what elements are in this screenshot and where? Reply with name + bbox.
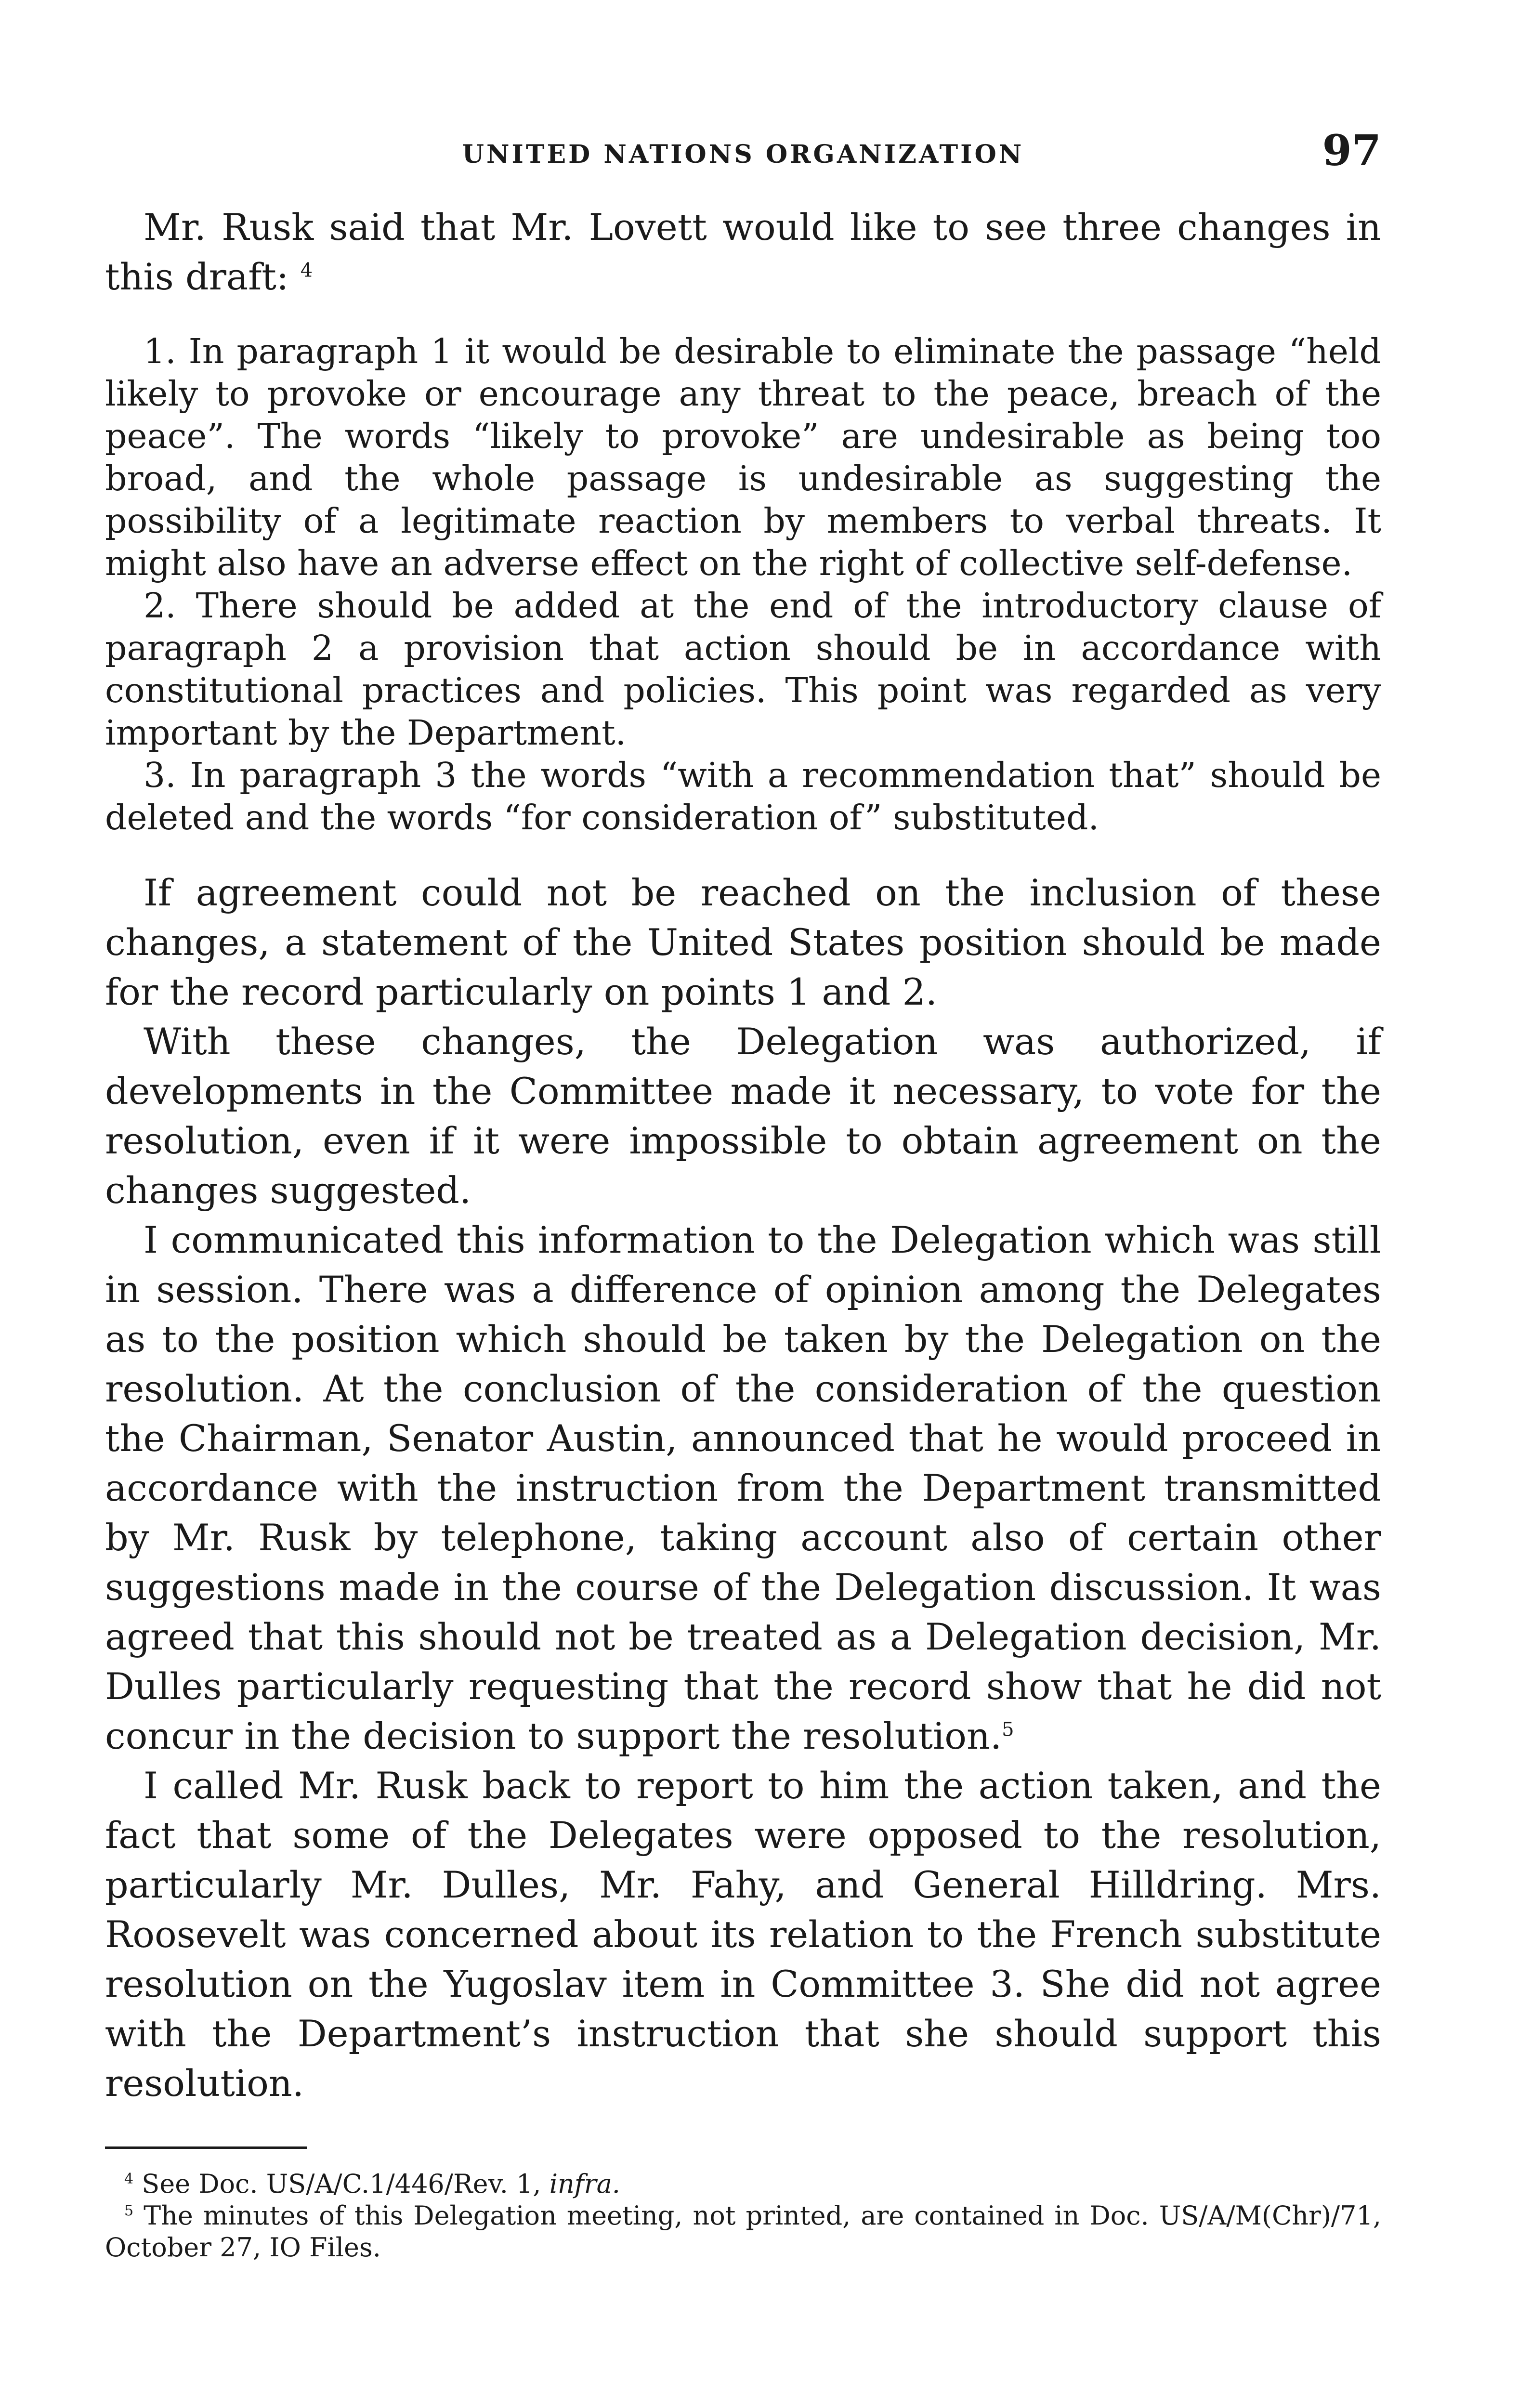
footnote-ref-5: 5	[1002, 1718, 1014, 1741]
document-page	[105, 120, 1381, 2264]
session-text: I communicated this information to the Delegation which was still in session. There was a difference of opinion among the Delegates as to the position which should be taken by the Delegation on the resolution. At the conclusion of the consideration of the question the Chairman, Senator Austin, announced that he would proceed in accordance with the instruction from the Department transmitted by Mr. Rusk by telephone, taking account also of certain other suggestions made in the course of the Delegation discussion. It was agreed that this should not be treated as a Delegation decision, Mr. Dulles particularly requesting that the record show that he did not concur in the decision to support the resolution.	[105, 1218, 1381, 1757]
intro-text: Mr. Rusk said that Mr. Lovett would like to see three changes in this draft:	[105, 206, 1381, 298]
change-item-3: 3. In paragraph 3 the words “with a recommendation that” should be deleted and the words “for consideration of” substituted.	[105, 755, 1381, 838]
footnote-5	[105, 2200, 1381, 2264]
running-head	[105, 120, 1381, 173]
change-item-1: 1. In paragraph 1 it would be desirable to eliminate the passage “held likely to provoke or encourage any threat to the peace, breach of the peace”. The words “likely to provoke” are undesirable as being too broad, and the whole passage is undesirable as suggesting the possibility of a legitimate reaction by members to verbal threats. It might also have an adverse effect on the right of collective self-defense.	[105, 331, 1381, 583]
footnote-4-italic: infra.	[549, 2169, 620, 2199]
page-number: 97	[1322, 125, 1381, 175]
changes-list	[105, 330, 1381, 839]
body-paragraph-session	[105, 1215, 1381, 1761]
footnote-marker-5: 5	[124, 2202, 134, 2219]
body-paragraph-closing: I called Mr. Rusk back to report to him the action taken, and the fact that some of the Delegates were opposed to the resolution, particularly Mr. Dulles, Mr. Fahy, and General Hilldring. Mrs. Roosevelt was concerned about its relation to the French substitute resolution on the Yugoslav item in Committee 3. She did not agree with the Department’s instruction that she should support this resolution.	[105, 1764, 1381, 2105]
change-item-2: 2. There should be added at the end of the introductory clause of paragraph 2 a provision that action should be in accordance with constitutional practices and policies. This point was regarded as very important by the Department.	[105, 586, 1381, 753]
running-title: UNITED NATIONS ORGANIZATION	[462, 140, 1024, 169]
footnote-4-text: See Doc. US/A/C.1/446/Rev. 1,	[142, 2169, 541, 2199]
footnote-5-text: The minutes of this Delegation meeting, not printed, are contained in Doc. US/A/M(Chr)/71, October 27, IO Files.	[105, 2200, 1381, 2263]
body-paragraph-authorization: With these changes, the Delegation was authorized, if developments in the Committee made it necessary, to vote for the resolution, even if it were impossible to obtain agreement on the changes suggested.	[105, 1020, 1381, 1212]
footnote-4	[105, 2168, 1381, 2200]
footnote-marker-4: 4	[124, 2171, 134, 2187]
footnote-ref-4: 4	[300, 259, 313, 282]
footnote-divider	[105, 2146, 307, 2149]
body-paragraph-agreement: If agreement could not be reached on the inclusion of these changes, a statement of the United States position should be made for the record particularly on points 1 and 2.	[105, 871, 1381, 1013]
intro-paragraph	[105, 202, 1381, 301]
